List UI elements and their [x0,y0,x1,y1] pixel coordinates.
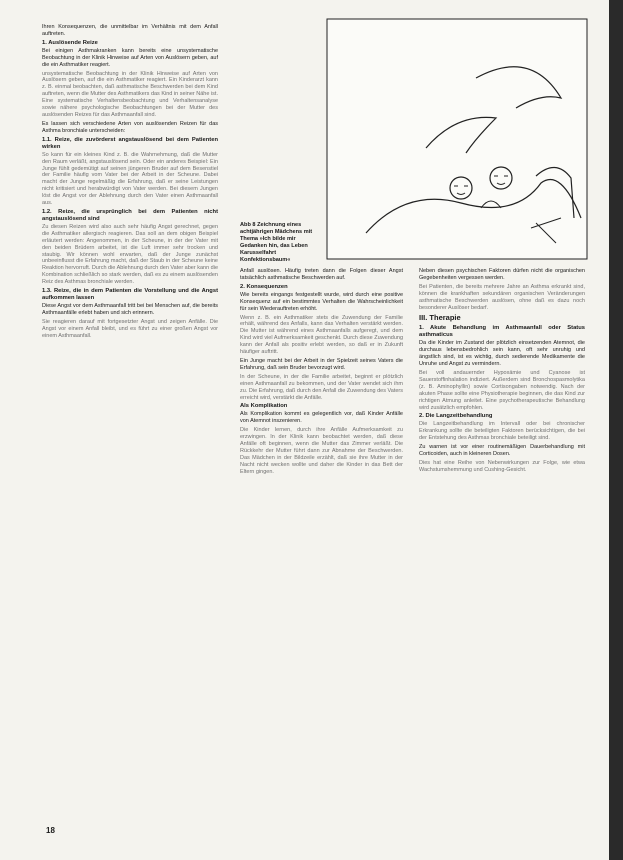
right-para-1: Neben diesen psychischen Faktoren dürfen nicht die organischen Gegebenheiten vergessen werden. [419,268,585,281]
mid-para-1: Anfall auslösen. Häufig treten dann die Folgen dieser Angst tatsächlich asthmatische Beschwerden auf. [240,268,403,281]
left-text-block: unsystematische Beobachtung in der Klinik Hinweise auf Arten von Auslösern geben, auf die ein Asthmatiker reagiert. Ein Kinderarzt kann z. B. einmal beobachten, daß asthmatische Beschwerden bei dem Kind auftreten, wenn die Mutter des Asthmatikers das Kind in seiner Nähe ist. Eine systematische Verhaltensbeobachtung und Verhaltensanalyse sowie nähere psychologische Beobachtungen bei der Mutter des auslösenden Reizes für das Asthmaanfall sind. [42,70,218,118]
left-para-1: Bei einigen Asthmakranken kann bereits eine unsystematische Beobachtung in der Klinik Hinweise auf Arten von Auslösern geben, auf die ein Asthmatiker reagiert. [42,47,218,68]
left-column [42,24,218,342]
page-edge [609,0,623,860]
child-drawing-figure [326,18,588,260]
middle-column [240,268,403,478]
left-para-3: Diese Angst vor dem Asthmaanfall tritt bei bei Menschen auf, die bereits Asthmaanfälle erlebt haben und sich erinnern. [42,303,218,316]
mid-para-3: Ein Junge macht bei der Arbeit in der Spielzeit seines Vaters die Erfahrung, daß sein Bruder bevorzugt wird. [240,357,403,371]
right-column [419,268,585,476]
right-text-block-3: Die Langzeitbehandlung im Intervall oder bei chronischer Erkrankung sollte die beteiligten Faktoren berücksichtigen, die bei der Entstehung des Asthmas bronchiale beteiligt sind. [419,421,585,442]
mid-text-block-3: Die Kinder lernen, durch ihre Anfälle Aufmerksamkeit zu erzwingen. In der Klinik kann beobachtet werden, daß diese Anfälle oft beginnen, wenn die Mutter das Zimmer verläßt. Die Rückkehr der Mutter führt dann zur Abnahme der Beschwerden. Das Mädchen in der Bildzeile erzählt, daß sie ihre Mutter in der Nacht nicht wecken wollte und daher die Kinder in das Bett der Eltern gingen. [240,427,403,475]
right-para-3: Zu warnen ist vor einer routinemäßigen Dauerbehandlung mit Corticoiden, auch in kleineren Dosen. [419,444,585,458]
left-text-block-2: So kann für ein kleines Kind z. B. die Wahrnehmung, daß die Mutter den Raum verläßt, angstauslösend sein. Oder ein anderes Beispiel: Ein Junge fühlt gedemütigt auf seinen jüngeren Bruder auf dem Besenstiel der Familie häufig vom Vater bei der Arbeit in der Scheune. Dabei macht der Junge regelmäßig die Erfahrung, daß er seine Leistungen nicht kritisiert und herabwürdigt von Vater werden. Bei diesem Jungen löst die Angst vor der Ablehnung durch den Vater einen Asthmaanfall aus. [42,151,218,207]
mid-heading-1: 2. Konsequenzen [240,283,288,290]
right-text-block: Bei Patienten, die bereits mehrere Jahre an Asthma erkrankt sind, können die krankhaften sekundären organischen Veränderungen asthmatische Beschwerden auslösen, ohne daß es dazu noch besonderer Auslöser bedarf. [419,283,585,311]
page-number: 18 [46,826,55,835]
mid-para-2: Wie bereits eingangs festgestellt wurde, wird durch eine positive Konsequenz auf ein bestimmtes Verhalten die Wahrscheinlichkeit für sein Wiederauftreten erhöht. [240,291,403,312]
figure-caption: Abb 8 Zeichnung eines achtjährigen Mädchens mit Thema »Ich bilde mir Gedanken hin, das Leben Karusselfahrt Konfektionsbaum« [240,222,313,263]
right-heading-2: 1. Akute Behandlung im Asthmaanfall oder Status asthmaticus [419,325,585,339]
left-heading-4: 1.3. Reize, die in dem Patienten die Vorstellung und die Angst aufkommen lassen [42,288,218,302]
right-heading-1: III. Therapie [419,313,461,323]
mid-heading-2: Als Komplikation [240,403,288,410]
left-heading-2: 1.1. Reize, die zuvörderst angstauslösend bei dem Patienten wirken [42,136,218,150]
right-para-2: Da die Kinder im Zustand der plötzlich einsetzenden Atemnot, die durchaus lebensbedrohlich sein kann, oft sehr unruhig und ängstlich sind, ist es wichtig, durch sedierende Medikamente die Unruhe und Angst zu vermindern. [419,340,585,368]
left-text-block-4: Sie reagieren darauf mit fortgesetzter Angst und zeigen Anfälle. Die Angst vor einem Anfall bleibt, und es führt zu einer großen Angst vor einem Asthmaanfall. [42,318,218,339]
right-heading-3: 2. Die Langzeitbehandlung [419,413,493,420]
left-heading-1: 1. Auslösende Reize [42,39,98,46]
left-heading-3: 1.2. Reize, die ursprünglich bei dem Patienten nicht angstauslösend sind [42,208,218,222]
mid-para-4: Als Komplikation kommt es gelegentlich vor, daß Kinder Anfälle von Atemnot inszenieren. [240,411,403,425]
mid-text-block-2: In der Scheune, in der die Familie arbeitet, beginnt er plötzlich einen Asthmaanfall zu bekommen, und der Vater wendet sich ihm zu. Die Erfahrung, daß durch den Anfall die Zuwendung des Vaters erreicht wird, verstärkt die Anfälle. [240,373,403,401]
left-text-block-3: Zu diesen Reizen wird also auch sehr häufig Angst gerechnet, gegen die Asthmatiker allergisch reagieren. Das soll an dem obigen Beispiel erläutert werden: Angenommen, in der Scheune, in der der Vater mit den beiden Brüdern arbeitet, ist die Luft immer sehr trocken und staubig. Wir können wohl erwarten, daß der Junge zunächst unbeeinflusst die Erfahrung macht, daß der Staub in der Scheune keine Reaktion hervorruft. Durch die Ablehnung durch den Vater aber kann die Kombination schließlich so stark werden, daß es zu einem auslösenden Reiz des Asthmas bronchiale werden. [42,223,219,286]
left-para-2: Es lassen sich verschiedene Arten von auslösenden Reizen für das Asthma bronchiale unterscheiden: [42,120,218,134]
mid-text-block: Wenn z. B. ein Asthmatiker stets die Zuwendung der Familie erhält, während des Anfalls, kann das Verhalten verstärkt werden. Die Mutter ist während eines Asthmaanfalls aufgeregt, und dem Kind wird viel Aufmerksamkeit geschenkt. Durch diese Zuwendung kann der Anfall als positiv erlebt werden, so daß er in Zukunft häufiger auftritt. [240,314,403,356]
left-intro: Ihren Konsequenzen, die unmittelbar im Verhältnis mit dem Anfall auftreten. [42,24,218,37]
right-text-block-2: Bei voll andauernder Hypoxämie und Cyanose ist Sauerstoffinhalation indiziert. Außerdem sind Bronchospasmolytika (z. B. Aminophyllin) sowie Cortisongaben notwendig. Nach der akuten Phase sollte eine Physiotherapie beginnen, die das Kind zur richtigen Atmung anleitet. Eine psychotherapeutische Behandlung wird zusätzlich empfohlen. [419,369,585,411]
figure-frame [327,19,587,259]
right-text-block-4: Dies hat eine Reihe von Nebenwirkungen zur Folge, wie etwa Wachstumshemmung und Cushing-Gesicht. [419,459,585,473]
